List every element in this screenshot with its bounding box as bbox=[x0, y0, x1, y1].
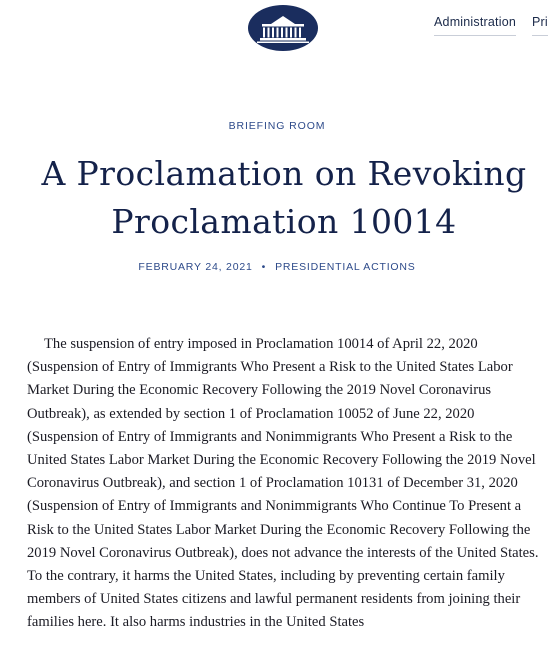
meta-separator: • bbox=[261, 261, 267, 273]
section-label-briefing-room[interactable]: BRIEFING ROOM bbox=[228, 120, 326, 132]
nav-link-administration[interactable]: Administration bbox=[434, 15, 516, 36]
site-header bbox=[0, 0, 554, 60]
article-meta bbox=[0, 261, 554, 273]
white-house-logo[interactable] bbox=[246, 3, 320, 53]
main-nav bbox=[434, 13, 554, 36]
category-link-presidential-actions[interactable]: PRESIDENTIAL ACTIONS bbox=[275, 261, 416, 273]
page-title: A Proclamation on Revoking Proclamation 10014 bbox=[41, 154, 527, 241]
white-house-seal-icon bbox=[246, 3, 320, 53]
article-paragraph: The suspension of entry imposed in Proclamation 10014 of April 22, 2020 (Suspension of Entry of Immigrants Who Present a Risk to the United States Labor Market During the Economic Recovery Following the 2019 Novel Coronavirus Outbreak), as extended by section 1 of Proclamation 10052 of June 22, 2020 (Suspension of Entry of Immigrants and Nonimmigrants Who Present a Risk to the United States Labor Market During the Economic Recovery Following the 2019 Novel Coronavirus Outbreak), and section 1 of Proclamation 10131 of December 31, 2020 (Suspension of Entry of Immigrants and Nonimmigrants Who Continue To Present a Risk to the United States Labor Market During the Economic Recovery Following the 2019 Novel Coronavirus Outbreak), does not advance the interests of the United States. To the contrary, it harms the United States, including by preventing certain family members of United States citizens and lawful permanent residents from joining their families here. It also harms industries in the United States bbox=[27, 336, 539, 631]
nav-link-priorities[interactable]: Pri bbox=[532, 15, 548, 36]
article-date: FEBRUARY 24, 2021 bbox=[138, 261, 253, 273]
